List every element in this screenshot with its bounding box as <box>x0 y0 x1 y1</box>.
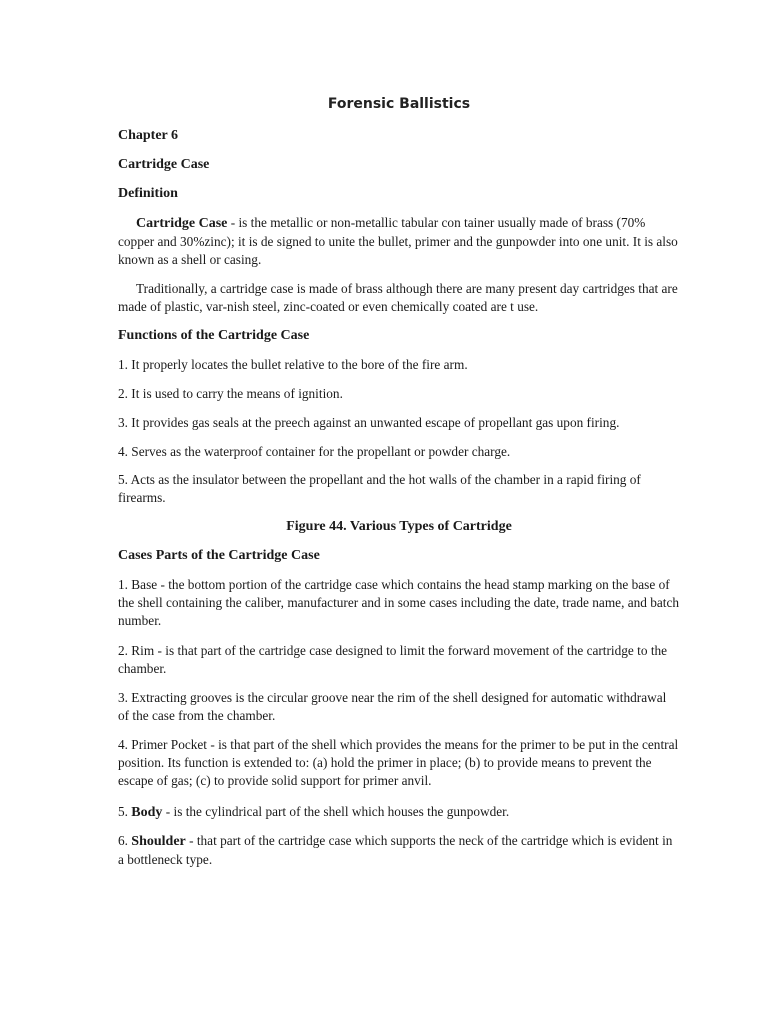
chapter-heading: Chapter 6 <box>118 128 179 143</box>
function-item: 3. It provides gas seals at the preech against an unwanted escape of propellant gas upon firing. <box>118 415 620 430</box>
part-item: 4. Primer Pocket - is that part of the shell which provides the means for the primer to be put in the central position. Its function is extended to: (a) hold the primer in place; (b) to provide means to prevent the escape of gas; (c) to provide solid support for primer anvil. <box>118 737 679 788</box>
part-item: 1. Base - the bottom portion of the cartridge case which contains the head stamp marking on the base of the shell containing the caliber, manufacturer and in some cases including the date, trade name, and batch number. <box>118 577 680 628</box>
traditional-paragraph: Traditionally, a cartridge case is made of brass although there are many present day cartridges that are made of plastic, var-nish steel, zinc-coated or even chemically coated are t use. <box>118 281 678 314</box>
functions-heading: Functions of the Cartridge Case <box>118 328 310 343</box>
definition-text: - is the metallic or non-metallic tabular con tainer usually made of brass (70% copper and 30%zinc); it is de signed to unite the bullet, primer and the gunpowder into one unit. It is also known as a shell or casing. <box>118 215 678 267</box>
section-heading: Cartridge Case <box>118 157 210 172</box>
function-item: 2. It is used to carry the means of ignition. <box>118 386 343 401</box>
function-item: 1. It properly locates the bullet relative to the bore of the fire arm. <box>118 357 468 372</box>
definition-heading: Definition <box>118 186 178 201</box>
document-title: Forensic Ballistics <box>327 96 471 112</box>
part-item-shoulder: 6. Shoulder - that part of the cartridge case which supports the neck of the cartridge which is evident in a bottleneck type. <box>118 833 673 867</box>
part-item: 3. Extracting grooves is the circular groove near the rim of the shell designed for automatic withdrawal of the case from the chamber. <box>118 690 667 723</box>
figure-caption: Figure 44. Various Types of Cartridge <box>286 519 512 534</box>
part-term: Shoulder <box>131 834 186 849</box>
parts-heading: Cases Parts of the Cartridge Case <box>118 548 320 563</box>
part-term: Body <box>131 805 163 820</box>
function-item: 4. Serves as the waterproof container for the propellant or powder charge. <box>118 444 511 459</box>
part-item: 2. Rim - is that part of the cartridge case designed to limit the forward movement of the cartridge to the chamber. <box>118 643 668 676</box>
function-item: 5. Acts as the insulator between the propellant and the hot walls of the chamber in a rapid firing of firearms. <box>118 472 641 505</box>
definition-term: Cartridge Case <box>136 216 228 231</box>
part-item-body: 5. Body - is the cylindrical part of the shell which houses the gunpowder. <box>118 804 510 820</box>
definition-paragraph <box>118 214 680 269</box>
